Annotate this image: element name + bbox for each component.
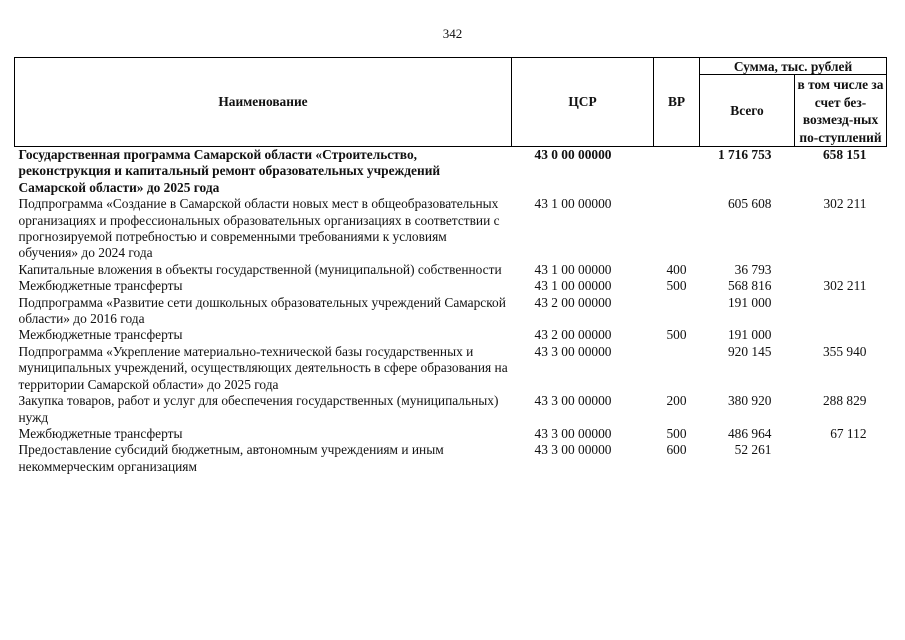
row-subsidy-cell [795,262,887,278]
table-row [15,393,887,426]
table-row [15,426,887,442]
row-vr-cell: 500 [666,327,687,343]
table-row [15,442,887,475]
budget-table [14,57,887,475]
row-name-cell: Капитальные вложения в объекты государственной (муниципальной) собственности [18,261,502,277]
header-total: Всего [700,75,795,147]
row-name-cell: Межбюджетные трансферты [18,425,183,441]
row-csr-cell: 43 3 00 00000 [534,442,612,458]
row-subsidy-cell: 302 211 [823,278,867,294]
row-csr-cell: 43 3 00 00000 [534,343,612,359]
row-csr-cell: 43 1 00 00000 [534,261,612,277]
row-total-cell: 605 608 [727,196,772,212]
row-total-cell: 36 793 [734,261,772,277]
row-name-cell: Межбюджетные трансферты [18,278,183,294]
row-vr-cell: 500 [666,425,687,441]
row-vr-cell [654,147,700,197]
table-row [15,278,887,294]
table-row [15,262,887,278]
row-total-cell: 486 964 [727,425,772,441]
row-subsidy-cell: 67 112 [830,425,867,441]
header-sum-group: Сумма, тыс. рублей [700,58,887,75]
row-vr-cell: 200 [666,393,687,409]
table-row [15,344,887,393]
row-csr-cell: 43 2 00 00000 [534,294,612,310]
row-vr-cell: 600 [666,442,687,458]
row-vr-cell [654,196,700,262]
row-name-cell: Государственная программа Самарской области «Строительство, реконструкция и капитальный ремонт образовательных учреждений Самарской области» до 2025 года [18,147,441,195]
row-name-cell: Подпрограмма «Создание в Самарской области новых мест в общеобразовательных организациях и профессиональных образовательных организациях в соответствии с прогнозируемой потребностью и современными требованиями к условиям обучения» до 2024 года [18,196,500,261]
row-name-cell: Подпрограмма «Развитие сети дошкольных образовательных учреждений Самарской области» до 2016 года [18,294,506,327]
row-total-cell: 380 920 [727,393,772,409]
row-csr-cell: 43 2 00 00000 [534,327,612,343]
row-subsidy-cell: 288 829 [822,393,867,409]
row-total-cell: 191 000 [727,294,772,310]
row-total-cell: 920 145 [727,343,772,359]
header-subsidy: в том числе за счет без-возмезд-ных по-ступлений [795,75,887,147]
table-body [15,147,887,476]
table-row [15,196,887,262]
table-row [15,327,887,343]
row-name-cell: Закупка товаров, работ и услуг для обеспечения государственных (муниципальных) нужд [18,393,499,425]
row-name-cell: Предоставление субсидий бюджетным, автономным учреждениям и иным некоммерческим организациям [18,442,444,474]
row-csr-cell: 43 0 00 00000 [534,147,612,162]
row-total-cell: 568 816 [727,278,772,294]
row-subsidy-cell: 302 211 [823,196,867,212]
table-row [15,295,887,328]
row-csr-cell: 43 1 00 00000 [534,196,612,212]
row-vr-cell: 500 [666,278,687,294]
header-vr: ВР [654,58,700,147]
row-subsidy-cell [795,295,887,328]
row-subsidy-cell [795,442,887,475]
row-vr-cell: 400 [666,261,687,277]
row-subsidy-cell: 355 940 [822,343,867,359]
row-vr-cell [654,344,700,393]
table-row [15,147,887,197]
row-total-cell: 52 261 [734,442,772,458]
row-csr-cell: 43 3 00 00000 [534,393,612,409]
page-number: 342 [442,26,463,41]
row-subsidy-cell: 658 151 [822,147,867,162]
row-name-cell: Межбюджетные трансферты [18,327,183,343]
row-name-cell: Подпрограмма «Укрепление материально-технической базы государственных и муниципальных учреждений, осуществляющих деятельность в сфере образования на территории Самарской области» до 2025 года [18,343,508,392]
header-name: Наименование [15,58,512,147]
table-header [15,58,887,147]
row-total-cell: 191 000 [727,327,772,343]
row-subsidy-cell [795,327,887,343]
row-csr-cell: 43 1 00 00000 [534,278,612,294]
row-csr-cell: 43 3 00 00000 [534,425,612,441]
row-vr-cell [654,295,700,328]
row-total-cell: 1 716 753 [717,147,772,162]
header-csr: ЦСР [512,58,654,147]
